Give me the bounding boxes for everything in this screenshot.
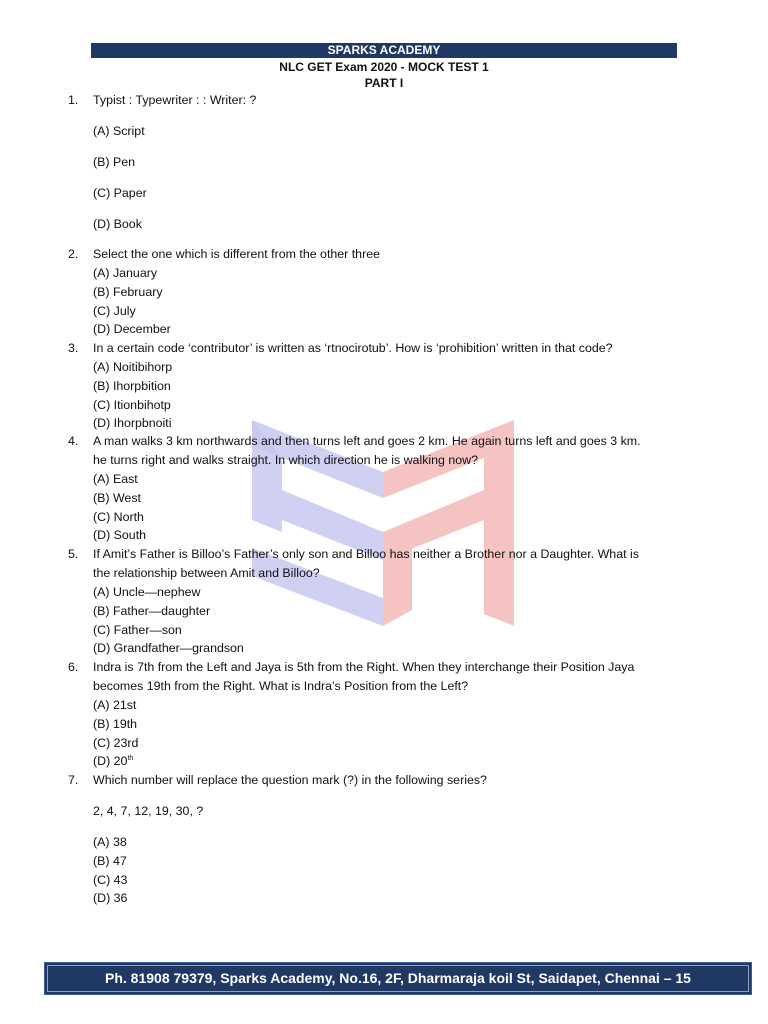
question-7 (68, 771, 678, 908)
option-d-text: (D) 20 (93, 754, 128, 769)
option-a: (A) Uncle—nephew (93, 585, 201, 599)
option-b: (B) February (93, 284, 163, 299)
ordinal-suffix: th (127, 755, 134, 763)
option-d: (D) South (93, 528, 147, 543)
question-number: 1. (68, 93, 79, 107)
option-c: (C) 23rd (93, 735, 139, 750)
question-text: In a certain code ‘contributor’ is written as ‘rtnocirotub’. How is ‘prohibition’ written in that code? (93, 341, 613, 355)
option-a: (A) January (93, 266, 158, 280)
option-c: (C) July (93, 303, 136, 318)
option-b: (B) 19th (93, 716, 138, 731)
question-number: 6. (68, 660, 79, 674)
question-text-line-2: he turns right and walks straight. In which direction he is walking now? (93, 453, 478, 467)
option-a: (A) Script (93, 124, 145, 138)
option-d: (D) Grandfather—grandson (93, 641, 244, 656)
question-number: 2. (68, 247, 79, 261)
question-text-line-2: becomes 19th from the Right. What is Indra’s Position from the Left? (93, 679, 469, 693)
question-text-line-2: the relationship between Amit and Billoo? (93, 566, 320, 580)
question-number: 7. (68, 773, 79, 787)
question-number: 3. (68, 341, 79, 355)
option-d: (D) Ihorpbnoiti (93, 416, 172, 431)
exam-title: NLC GET Exam 2020 - MOCK TEST 1 (279, 60, 489, 74)
option-a: (A) 21st (93, 698, 137, 712)
option-c: (C) 43 (93, 872, 128, 887)
academy-header-bar: SPARKS ACADEMY (91, 43, 677, 58)
question-4 (68, 432, 678, 545)
option-a: (A) Noitibihorp (93, 360, 173, 374)
option-d: (D) 36 (93, 891, 128, 906)
question-text: Select the one which is different from the other three (93, 247, 380, 261)
question-text: Which number will replace the question mark (?) in the following series? (93, 773, 487, 787)
option-b: (B) Ihorpbition (93, 378, 171, 393)
question-text: Typist : Typewriter : : Writer: ? (93, 93, 257, 107)
question-1 (68, 91, 678, 234)
question-text: If Amit’s Father is Billoo’s Father’s only son and Billoo has neither a Brother nor a Daughter. What is (93, 547, 639, 561)
question-6 (68, 658, 678, 771)
option-c: (C) Father—son (93, 622, 182, 637)
option-b: (B) West (93, 490, 141, 505)
number-series: 2, 4, 7, 12, 19, 30, ? (93, 804, 204, 818)
contact-footer: Ph. 81908 79379, Sparks Academy, No.16, 2F, Dharmaraja koil St, Saidapet, Chennai – 15 (44, 962, 752, 995)
option-d: (D) Book (93, 217, 142, 231)
question-2 (68, 245, 678, 339)
option-c: (C) North (93, 509, 144, 524)
option-d: (D) December (93, 322, 171, 337)
option-c: (C) Itionbihotp (93, 397, 171, 412)
question-5 (68, 545, 678, 658)
option-a: (A) 38 (93, 835, 127, 849)
question-text: A man walks 3 km northwards and then turns left and goes 2 km. He again turns left and goes 3 km. (93, 434, 641, 448)
option-c: (C) Paper (93, 186, 147, 200)
option-d (93, 752, 678, 771)
option-b: (B) Pen (93, 155, 136, 169)
part-title: PART I (364, 76, 404, 90)
option-a: (A) East (93, 472, 138, 486)
question-text: Indra is 7th from the Left and Jaya is 5th from the Right. When they interchange their Position Jaya (93, 660, 635, 674)
option-b: (B) Father—daughter (93, 603, 211, 618)
question-number: 5. (68, 547, 79, 561)
question-3 (68, 339, 678, 433)
option-b: (B) 47 (93, 853, 127, 868)
question-number: 4. (68, 434, 79, 448)
